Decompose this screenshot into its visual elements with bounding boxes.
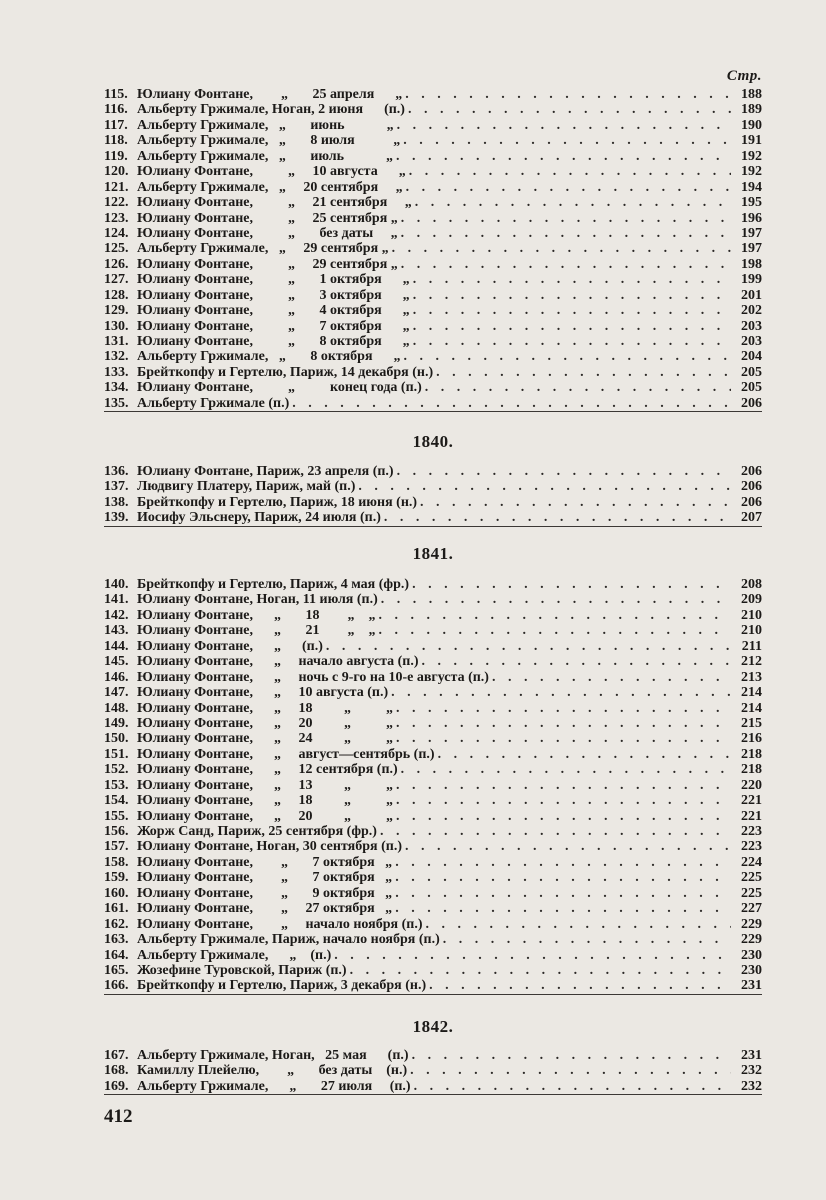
toc-entry	[104, 133, 762, 148]
entry-number: 138.	[104, 494, 129, 510]
entry-page-number: 214	[741, 700, 762, 716]
toc-entry	[104, 226, 762, 241]
entry-page-number: 194	[741, 179, 762, 195]
toc-entry	[104, 288, 762, 303]
entry-page-number: 206	[741, 464, 762, 479]
section-1841	[104, 577, 762, 995]
dot-leader	[410, 1063, 731, 1078]
dot-leader	[395, 855, 731, 870]
entry-page-number: 220	[741, 777, 762, 793]
entry-number: 153.	[104, 777, 129, 793]
toc-entry	[104, 948, 762, 963]
dot-leader	[415, 195, 731, 210]
toc-entry	[104, 334, 762, 349]
toc-entry	[104, 303, 762, 318]
toc-entry	[104, 747, 762, 762]
entry-page-number: 201	[741, 287, 762, 303]
dot-leader	[405, 839, 731, 854]
dot-leader	[412, 577, 731, 592]
entry-number: 115.	[104, 87, 128, 102]
entry-page-number: 221	[741, 808, 762, 824]
toc-entry	[104, 1079, 762, 1095]
entry-number: 126.	[104, 256, 129, 272]
toc-entry	[104, 917, 762, 932]
toc-entry	[104, 396, 762, 412]
entry-number: 155.	[104, 808, 129, 824]
dot-leader	[438, 747, 731, 762]
entry-number: 128.	[104, 287, 129, 303]
dot-leader	[413, 303, 731, 318]
entry-title: Юлиану Фонтане, „ 20 „ „	[137, 715, 393, 731]
dot-leader	[401, 762, 731, 777]
entry-number: 139.	[104, 510, 129, 526]
entry-number: 119.	[104, 148, 128, 164]
entry-page-number: 213	[741, 669, 762, 685]
entry-title: Юлиану Фонтане, „ ночь с 9-го на 10-е августа (п.)	[137, 669, 489, 685]
entry-title: Жорж Санд, Париж, 25 сентября (фр.)	[137, 824, 377, 839]
dot-leader	[379, 623, 732, 638]
entry-page-number: 231	[741, 1048, 762, 1063]
entry-page-number: 232	[741, 1078, 762, 1094]
entry-page-number: 189	[741, 102, 762, 118]
toc-entry	[104, 319, 762, 334]
entry-page-number: 225	[741, 885, 762, 901]
entry-page-number: 192	[741, 148, 762, 164]
entry-title: Юлиану Фонтане, „ 18 „ „	[137, 793, 393, 809]
entry-title: Юлиану Фонтане, „ начало ноября (п.)	[137, 916, 423, 932]
entry-number: 160.	[104, 885, 129, 901]
dot-leader	[420, 495, 731, 510]
dot-leader	[396, 716, 731, 731]
entry-number: 123.	[104, 210, 129, 226]
toc-entry	[104, 102, 762, 117]
toc-entry	[104, 464, 762, 479]
dot-leader	[396, 149, 731, 164]
dot-leader	[395, 901, 731, 916]
entry-title: Иосифу Эльснеру, Париж, 24 июля (п.)	[137, 510, 381, 526]
toc-entry	[104, 901, 762, 916]
entry-title: Альберту Гржимале, „ 20 сентября „	[137, 179, 403, 195]
entry-page-number: 206	[741, 395, 762, 411]
entry-number: 150.	[104, 731, 129, 747]
toc-entry	[104, 963, 762, 978]
dot-leader	[403, 133, 731, 148]
dot-leader	[401, 226, 731, 241]
entry-page-number: 218	[741, 746, 762, 762]
entry-number: 121.	[104, 179, 129, 195]
toc-entry	[104, 886, 762, 901]
dot-leader	[391, 685, 731, 700]
dot-leader	[425, 380, 731, 395]
year-heading: 1842.	[412, 1017, 454, 1036]
entry-title: Брейткопфу и Гертелю, Париж, 18 июня (н.)	[137, 494, 418, 510]
dot-leader	[401, 257, 731, 272]
entry-title: Юлиану Фонтане, „ 21 „ „	[137, 623, 376, 639]
entry-page-number: 223	[741, 839, 762, 855]
dot-leader	[396, 793, 731, 808]
entry-page-number: 223	[741, 824, 762, 839]
entry-number: 135.	[104, 395, 129, 411]
entry-page-number: 209	[741, 592, 762, 608]
dot-leader	[408, 102, 731, 117]
entry-title: Юлиану Фонтане, „ (п.)	[137, 638, 323, 654]
entry-title: Альберту Гржимале, „ 27 июля (п.)	[137, 1078, 411, 1094]
entry-number: 124.	[104, 225, 129, 241]
entry-number: 167.	[104, 1048, 129, 1063]
entry-page-number: 203	[741, 318, 762, 334]
entry-page-number: 218	[741, 762, 762, 778]
dot-leader	[396, 731, 731, 746]
toc-entry	[104, 731, 762, 746]
toc-entry	[104, 211, 762, 226]
toc-entry	[104, 839, 762, 854]
toc-entry	[104, 592, 762, 607]
entry-title: Юлиану Фонтане, „ 7 октября „	[137, 318, 410, 334]
entry-page-number: 211	[741, 638, 762, 654]
entry-number: 147.	[104, 685, 129, 701]
entry-title: Юлиану Фонтане, „ 9 октября „	[137, 885, 393, 901]
dot-leader	[358, 479, 731, 494]
entry-page-number: 212	[741, 654, 762, 670]
entry-title: Жозефине Туровской, Париж (п.)	[137, 962, 347, 978]
entry-number: 168.	[104, 1063, 129, 1079]
toc-entry	[104, 685, 762, 700]
entry-number: 146.	[104, 669, 129, 685]
entry-page-number: 197	[741, 225, 762, 241]
toc-entry	[104, 932, 762, 947]
entry-title: Юлиану Фонтане, Париж, 23 апреля (п.)	[137, 464, 394, 479]
entry-number: 144.	[104, 638, 129, 654]
entry-number: 140.	[104, 577, 129, 592]
entry-page-number: 214	[741, 685, 762, 701]
dot-leader	[413, 288, 731, 303]
dot-leader	[492, 670, 731, 685]
toc-entry	[104, 762, 762, 777]
entry-number: 136.	[104, 464, 129, 479]
toc-entry	[104, 272, 762, 287]
entry-page-number: 229	[741, 916, 762, 932]
entry-title: Юлиану Фонтане, „ 10 августа (п.)	[137, 685, 389, 701]
entry-title: Юлиану Фонтане, Ноган, 30 сентября (п.)	[137, 839, 402, 855]
dot-leader	[429, 978, 731, 993]
toc-entry	[104, 479, 762, 494]
entry-title: Юлиану Фонтане, „ 25 апреля „	[137, 87, 403, 102]
entry-title: Альберту Гржимале, Париж, начало ноября (п.)	[137, 932, 440, 948]
dot-leader	[326, 639, 731, 654]
toc-entry	[104, 670, 762, 685]
dot-leader	[413, 272, 731, 287]
entry-title: Юлиану Фонтане, Ноган, 11 июля (п.)	[137, 592, 378, 608]
entry-title: Альберту Гржимале, „ 29 сентября „	[137, 241, 389, 257]
entry-number: 129.	[104, 303, 129, 319]
toc-entry	[104, 195, 762, 210]
entry-title: Брейткопфу и Гертелю, Париж, 3 декабря (н.)	[137, 978, 427, 994]
entry-title: Юлиану Фонтане, „ начало августа (п.)	[137, 654, 419, 670]
entry-page-number: 229	[741, 932, 762, 948]
toc-entry	[104, 701, 762, 716]
entry-page-number: 191	[741, 133, 762, 149]
entry-title: Юлиану Фонтане, „ 7 октября „	[137, 870, 393, 886]
entry-number: 163.	[104, 932, 129, 948]
entry-title: Альберту Гржимале, „ июль „	[137, 148, 394, 164]
dot-leader	[412, 1048, 731, 1063]
entry-page-number: 232	[741, 1063, 762, 1079]
entry-page-number: 230	[741, 962, 762, 978]
entry-title: Людвигу Платеру, Париж, май (п.)	[137, 479, 356, 495]
entry-title: Брейткопфу и Гертелю, Париж, 14 декабря (н.)	[137, 364, 434, 380]
entry-number: 164.	[104, 947, 129, 963]
entry-number: 156.	[104, 824, 129, 839]
section-1842	[104, 1048, 762, 1095]
entry-page-number: 205	[741, 364, 762, 380]
entry-number: 142.	[104, 607, 129, 623]
dot-leader	[395, 886, 731, 901]
entry-number: 137.	[104, 479, 129, 495]
dot-leader	[443, 932, 731, 947]
entry-title: Альберту Гржимале (п.)	[137, 395, 290, 411]
toc-entry	[104, 241, 762, 256]
entry-page-number: 210	[741, 607, 762, 623]
entry-title: Юлиану Фонтане, „ 7 октября „	[137, 854, 393, 870]
entry-page-number: 210	[741, 623, 762, 639]
dot-leader	[413, 319, 731, 334]
entry-title: Камиллу Плейелю, „ без даты (н.)	[137, 1063, 408, 1079]
dot-leader	[334, 948, 731, 963]
dot-leader	[404, 349, 731, 364]
dot-leader	[422, 654, 731, 669]
entry-title: Юлиану Фонтане, „ без даты „	[137, 225, 398, 241]
entry-number: 122.	[104, 195, 129, 211]
entry-number: 134.	[104, 380, 129, 396]
entry-page-number: 199	[741, 272, 762, 288]
toc-entry	[104, 654, 762, 669]
dot-leader	[397, 118, 731, 133]
entry-title: Юлиану Фонтане, „ 1 октября „	[137, 272, 410, 288]
entry-title: Юлиану Фонтане, „ август—сентябрь (п.)	[137, 746, 435, 762]
dot-leader	[381, 592, 731, 607]
entry-number: 116.	[104, 102, 128, 118]
entry-title: Юлиану Фонтане, „ 18 „ „	[137, 700, 393, 716]
toc-entry	[104, 180, 762, 195]
entry-title: Юлиану Фонтане, „ 3 октября „	[137, 287, 410, 303]
entry-title: Альберту Гржимале, „ июнь „	[137, 117, 394, 133]
entry-number: 132.	[104, 349, 129, 365]
entry-title: Юлиану Фонтане, „ 24 „ „	[137, 731, 393, 747]
entry-title: Альберту Гржимале, „ 8 октября „	[137, 349, 401, 365]
toc-entry	[104, 824, 762, 839]
entry-number: 162.	[104, 916, 129, 932]
toc-entry	[104, 365, 762, 380]
toc-entry	[104, 577, 762, 592]
dot-leader	[292, 396, 731, 411]
entry-title: Юлиану Фонтане, „ 4 октября „	[137, 303, 410, 319]
entry-page-number: 207	[741, 510, 762, 526]
toc-entry	[104, 1048, 762, 1063]
entry-page-number: 227	[741, 901, 762, 917]
entry-number: 130.	[104, 318, 129, 334]
dot-leader	[436, 365, 731, 380]
entry-page-number: 206	[741, 494, 762, 510]
entry-number: 120.	[104, 164, 129, 180]
toc-entry	[104, 1063, 762, 1078]
entry-number: 149.	[104, 715, 129, 731]
entry-number: 165.	[104, 962, 129, 978]
entry-number: 148.	[104, 700, 129, 716]
entry-title: Юлиану Фонтане, „ 12 сентября (п.)	[137, 762, 398, 778]
toc-entry	[104, 855, 762, 870]
entry-title: Альберту Гржимале, „ (п.)	[137, 947, 332, 963]
entry-number: 125.	[104, 241, 129, 257]
entry-number: 151.	[104, 746, 129, 762]
entry-page-number: 205	[741, 380, 762, 396]
year-heading: 1841.	[412, 544, 454, 563]
entry-number: 118.	[104, 133, 128, 149]
page-column-header: Стр.	[726, 68, 762, 84]
entry-title: Юлиану Фонтане, „ 18 „ „	[137, 607, 376, 623]
entry-title: Юлиану Фонтане, „ 29 сентября „	[137, 256, 398, 272]
entry-page-number: 216	[741, 731, 762, 747]
dot-leader	[397, 464, 731, 479]
entry-page-number: 188	[741, 87, 762, 102]
entry-page-number: 197	[741, 241, 762, 257]
entry-title: Юлиану Фонтане, „ 20 „ „	[137, 808, 393, 824]
dot-leader	[392, 241, 731, 256]
entry-title: Юлиану Фонтане, „ 10 августа „	[137, 164, 406, 180]
toc-entry	[104, 118, 762, 133]
section-1839-continued	[104, 87, 762, 412]
dot-leader	[396, 701, 731, 716]
toc-entry	[104, 809, 762, 824]
entry-page-number: 203	[741, 334, 762, 349]
toc-entry	[104, 495, 762, 510]
toc-entry	[104, 87, 762, 102]
entry-page-number: 230	[741, 947, 762, 963]
dot-leader	[409, 164, 731, 179]
toc-entry	[104, 793, 762, 808]
entry-title: Юлиану Фонтане, „ 8 октября „	[137, 334, 410, 349]
entry-title: Юлиану Фонтане, „ 27 октября „	[137, 901, 393, 917]
entry-page-number: 190	[741, 117, 762, 133]
toc-entry	[104, 978, 762, 994]
entry-page-number: 192	[741, 164, 762, 180]
entry-title: Юлиану Фонтане, „ 21 сентября „	[137, 195, 412, 211]
entry-number: 157.	[104, 839, 129, 855]
dot-leader	[379, 608, 732, 623]
entry-title: Брейткопфу и Гертелю, Париж, 4 мая (фр.)	[137, 577, 410, 592]
entry-page-number: 198	[741, 256, 762, 272]
toc-entry	[104, 257, 762, 272]
toc-entry	[104, 639, 762, 654]
entry-number: 133.	[104, 364, 129, 380]
entry-page-number: 221	[741, 793, 762, 809]
entry-number: 159.	[104, 870, 129, 886]
entry-page-number: 196	[741, 210, 762, 226]
entry-page-number: 195	[741, 195, 762, 211]
entry-page-number: 225	[741, 870, 762, 886]
entry-page-number: 206	[741, 479, 762, 495]
dot-leader	[406, 180, 731, 195]
entry-number: 143.	[104, 623, 129, 639]
dot-leader	[413, 334, 731, 349]
entry-number: 169.	[104, 1078, 129, 1094]
toc-entry	[104, 149, 762, 164]
entry-page-number: 215	[741, 715, 762, 731]
entry-page-number: 204	[741, 349, 762, 365]
toc-entry	[104, 716, 762, 731]
dot-leader	[414, 1079, 731, 1094]
entry-number: 166.	[104, 978, 129, 994]
page-number: 412	[104, 1106, 133, 1127]
toc-entry	[104, 608, 762, 623]
entry-number: 131.	[104, 334, 129, 349]
entry-title: Юлиану Фонтане, „ 25 сентября „	[137, 210, 398, 226]
entry-number: 152.	[104, 762, 129, 778]
entry-title: Юлиану Фонтане, „ 13 „ „	[137, 777, 393, 793]
entry-number: 141.	[104, 592, 129, 608]
entry-page-number: 231	[741, 978, 762, 994]
dot-leader	[401, 211, 731, 226]
toc-entry	[104, 349, 762, 364]
entry-page-number: 224	[741, 854, 762, 870]
toc-entry	[104, 778, 762, 793]
dot-leader	[396, 778, 731, 793]
entry-title: Альберту Гржимале, Ноган, 25 мая (п.)	[137, 1048, 409, 1063]
dot-leader	[395, 870, 731, 885]
toc-entry	[104, 623, 762, 638]
entry-title: Юлиану Фонтане, „ конец года (п.)	[137, 380, 422, 396]
toc-entry	[104, 164, 762, 179]
entry-number: 145.	[104, 654, 129, 670]
toc-entry	[104, 380, 762, 395]
entry-number: 154.	[104, 793, 129, 809]
entry-number: 127.	[104, 272, 129, 288]
dot-leader	[405, 87, 731, 102]
dot-leader	[384, 510, 731, 525]
entry-number: 117.	[104, 117, 128, 133]
dot-leader	[380, 824, 731, 839]
dot-leader	[396, 809, 731, 824]
toc-entry	[104, 870, 762, 885]
dot-leader	[350, 963, 731, 978]
dot-leader	[426, 917, 732, 932]
toc-entry	[104, 510, 762, 526]
entry-page-number: 208	[741, 577, 762, 592]
section-1840	[104, 464, 762, 527]
entry-number: 158.	[104, 854, 129, 870]
entry-title: Альберту Гржимале, „ 8 июля „	[137, 133, 401, 149]
year-heading: 1840.	[412, 432, 454, 451]
entry-page-number: 202	[741, 303, 762, 319]
entry-number: 161.	[104, 901, 129, 917]
entry-title: Альберту Гржимале, Ноган, 2 июня (п.)	[137, 102, 405, 118]
